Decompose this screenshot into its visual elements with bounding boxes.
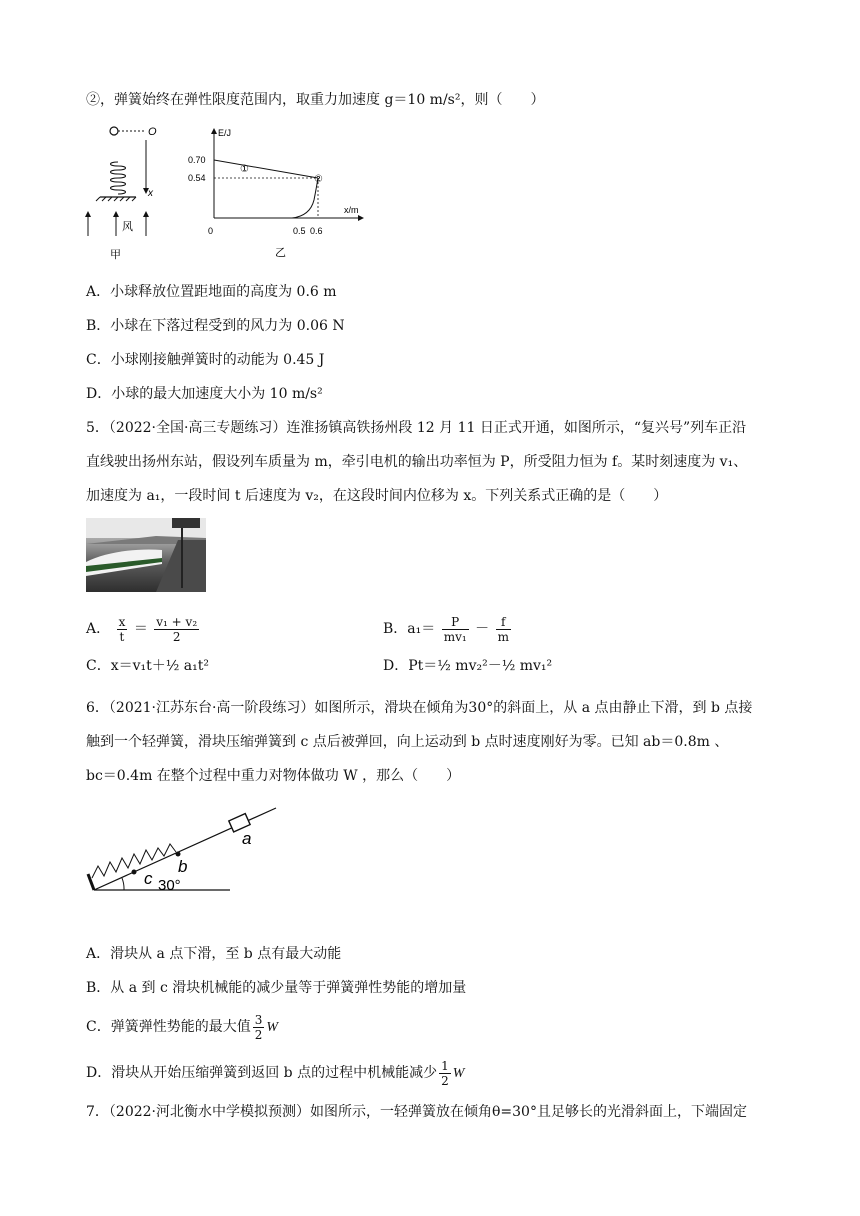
point-c-label: c — [144, 869, 153, 888]
q5-option-a: A． $\frac{x}{t}$ ＝ $\frac{\text{v₁ + v₂}}{2}$ — [86, 614, 198, 644]
y-tick-054: 0.54 — [188, 173, 206, 183]
q5-option-b-frac1: $\frac{P}{\text{mv₁}}$ — [443, 614, 467, 644]
q6-option-d: D．滑块从开始压缩弹簧到返回 b 点的过程中机械能减少 $\frac{1}{2}$ W — [86, 1058, 465, 1088]
q6-line-1: 6．（2021·江苏东台·高一阶段练习）如图所示，滑块在倾角为30°的斜面上，从 a 点由静止下滑，到 b 点接 — [86, 700, 753, 716]
x-tick-0: 0 — [208, 226, 214, 236]
point-b-label: b — [178, 857, 188, 876]
series-1-line — [214, 160, 318, 178]
q6-option-b: B．从 a 到 c 滑块机械能的减少量等于弹簧弹性势能的增加量 — [86, 980, 467, 996]
q4-option-d: D．小球的最大加速度大小为 10 m/s² — [86, 386, 323, 402]
q6-option-d-frac: $\frac{1}{2}$ — [441, 1058, 449, 1088]
q5-option-d: D．Pt＝½ mv₂²－½ mv₁² — [383, 658, 553, 674]
q5-option-a-frac2: $\frac{\text{v₁ + v₂}}{2}$ — [156, 614, 198, 644]
q5-option-b-prefix: B．a₁＝ — [383, 621, 436, 637]
fig-jia-caption: 甲 — [110, 249, 121, 260]
train-photo — [86, 518, 206, 592]
q4-option-b: B．小球在下落过程受到的风力为 0.06 N — [86, 318, 345, 334]
q6-option-c-frac: $\frac{3}{2}$ — [254, 1012, 263, 1042]
fig-jia-label-o: O — [148, 126, 157, 138]
q5-line-3: 加速度为 a₁，一段时间 t 后速度为 v₂，在这段时间内位移为 x。下列关系式正确的是（ ） — [86, 488, 668, 504]
x-tick-06: 0.6 — [310, 226, 323, 236]
q6-line-2: 触到一个轻弹簧，滑块压缩弹簧到 c 点后被弹回，向上运动到 b 点时速度刚好为零。已知 ab＝0.8m 、 — [86, 734, 729, 750]
angle-label: 30° — [158, 877, 181, 894]
q7-line-1: 7．（2022·河北衡水中学模拟预测）如图所示，一轻弹簧放在倾角θ=30°且足够长的光滑斜面上，下端固定 — [86, 1104, 747, 1120]
q6-line-3: bc＝0.4m 在整个过程中重力对物体做功 W ，那么（ ） — [86, 768, 461, 784]
q4-option-c: C．小球刚接触弹簧时的动能为 0.45 J — [86, 352, 325, 368]
q6-option-a: A．滑块从 a 点下滑，至 b 点有最大动能 — [86, 946, 342, 962]
q5-option-b: B．a₁＝ $\frac{P}{\text{mv₁}}$ － $\frac{f}{m}$ — [383, 614, 509, 644]
q5-line-1: 5．（2022·全国·高三专题练习）连淮扬镇高铁扬州段 12 月 11 日正式开通，如图所示，“复兴号”列车正沿 — [86, 420, 747, 436]
q5-option-b-frac2: $\frac{f}{m}$ — [497, 614, 509, 644]
q4-option-a: A．小球释放位置距地面的高度为 0.6 m — [86, 284, 337, 300]
q5-option-a-frac1: $\frac{x}{t}$ — [118, 614, 126, 644]
curve-label-1: ① — [240, 164, 249, 175]
q5-line-2: 直线驶出扬州东站，假设列车质量为 m，牵引电机的输出功率恒为 P，所受阻力恒为 f。某时刻速度为 v₁、 — [86, 454, 748, 470]
figure-incline-spring — [86, 796, 286, 896]
x-axis-label: x/m — [344, 205, 359, 215]
figure-jia — [80, 120, 180, 260]
q6-option-c: C．弹簧弹性势能的最大值 $\frac{3}{2}$ W — [86, 1012, 279, 1042]
y-tick-070: 0.70 — [188, 155, 206, 165]
curve-label-2: ② — [314, 174, 323, 185]
fig-jia-label-x: x — [148, 188, 153, 199]
x-tick-05: 0.5 — [293, 226, 306, 236]
point-a-label: a — [242, 829, 252, 848]
y-axis-label: E/J — [218, 128, 232, 138]
fig-yi-caption: 乙 — [275, 247, 286, 259]
q5-option-a-prefix: A． — [86, 621, 111, 637]
fig-jia-wind-label: 风 — [122, 221, 133, 233]
figure-yi-energy-chart — [180, 120, 370, 260]
q4-question-tail: ②，弹簧始终在弹性限度范围内，取重力加速度 g＝10 m/s²，则（ ） — [86, 92, 545, 108]
q5-option-c: C．x＝v₁t＋½ a₁t² — [86, 658, 209, 674]
